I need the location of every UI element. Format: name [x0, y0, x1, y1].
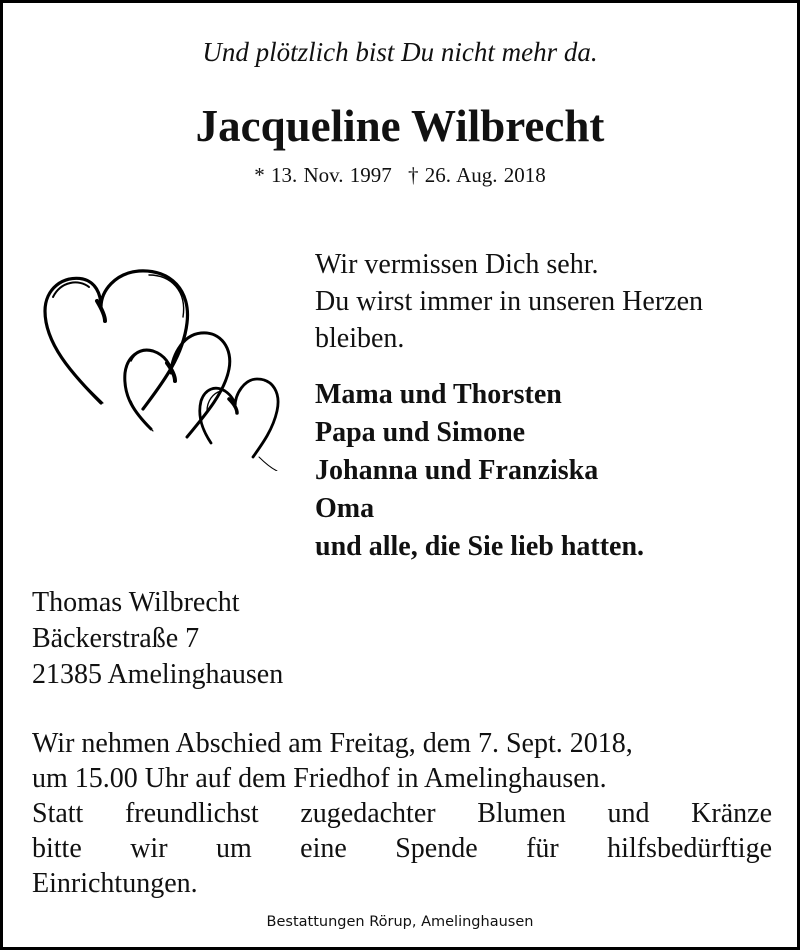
- mourner: und alle, die Sie lieb hatten.: [315, 531, 645, 562]
- mourner: Johanna und Franziska: [315, 455, 599, 486]
- address-city: 21385 Amelinghausen: [32, 659, 284, 690]
- verse-line: Du wirst immer in unseren Herzen: [315, 286, 703, 317]
- address-street: Bäckerstraße 7: [32, 623, 200, 654]
- notice-line: bitte wir um eine Spende für hilfsbedürftige: [32, 833, 772, 864]
- mourners-list: [315, 376, 795, 566]
- verse-line: bleiben.: [315, 323, 405, 354]
- funeral-notice: [32, 726, 772, 901]
- mourner: Papa und Simone: [315, 417, 526, 448]
- address-name: Thomas Wilbrecht: [32, 587, 240, 618]
- life-dates: [3, 163, 797, 188]
- verse-line: Wir vermissen Dich sehr.: [315, 249, 599, 280]
- notice-line: Statt freundlichst zugedachter Blumen und Kränze: [32, 798, 772, 829]
- contact-address: [32, 585, 283, 693]
- undertaker-credit: Bestattungen Rörup, Amelinghausen: [266, 914, 534, 930]
- three-hearts-icon: [31, 261, 301, 471]
- deceased-name: Jacqueline Wilbrecht: [195, 101, 605, 151]
- mourner: Mama und Thorsten: [315, 379, 562, 410]
- notice-line: Wir nehmen Abschied am Freitag, dem 7. Sept. 2018,: [32, 728, 633, 759]
- notice-line: um 15.00 Uhr auf dem Friedhof in Amelinghausen.: [32, 763, 607, 794]
- verse: [315, 246, 795, 357]
- mourner: Oma: [315, 493, 375, 524]
- birth-date: * 13. Nov. 1997: [254, 163, 392, 187]
- death-date: † 26. Aug. 2018: [408, 163, 546, 187]
- notice-line: Einrichtungen.: [32, 868, 198, 899]
- motto: Und plötzlich bist Du nicht mehr da.: [202, 37, 598, 67]
